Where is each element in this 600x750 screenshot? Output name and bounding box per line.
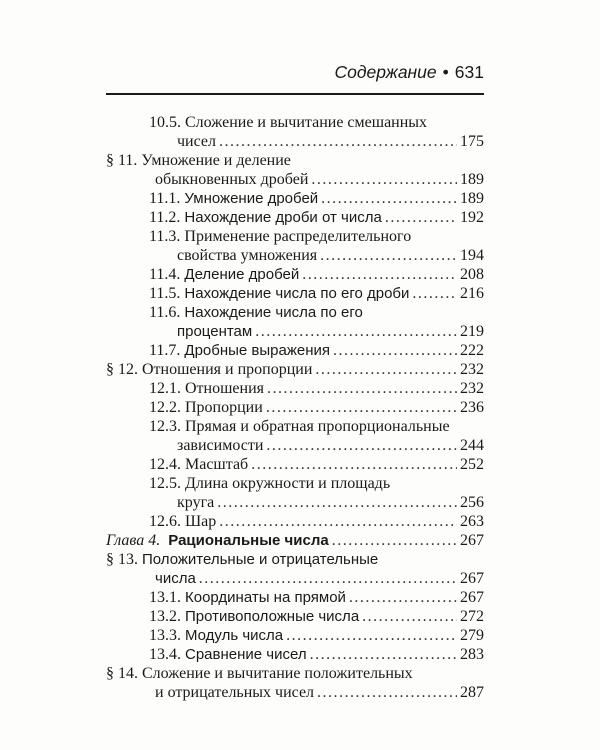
toc-entry-page-number: 287 bbox=[460, 684, 484, 701]
toc-entry-page-number: 232 bbox=[460, 361, 484, 378]
table-of-contents bbox=[106, 113, 484, 702]
dot-leader bbox=[286, 626, 457, 645]
toc-entry-12-5b bbox=[106, 493, 484, 512]
toc-entry-title: Прямая и обратная пропорциональные bbox=[185, 418, 450, 435]
toc-entry-title: Масштаб bbox=[185, 456, 249, 473]
running-header bbox=[106, 62, 484, 83]
toc-entry-page-number: 219 bbox=[460, 323, 484, 340]
toc-entry-number: 11.3. bbox=[149, 228, 181, 245]
dot-leader bbox=[310, 645, 457, 664]
dot-leader bbox=[349, 588, 457, 607]
toc-entry-12-1 bbox=[106, 379, 484, 398]
toc-entry-page-number: 267 bbox=[460, 570, 484, 587]
toc-entry-title: Отношения bbox=[185, 380, 265, 397]
toc-entry-number: 11.1. bbox=[149, 190, 181, 207]
toc-entry-12-6 bbox=[106, 512, 484, 531]
toc-entry-page-number: 236 bbox=[460, 399, 484, 416]
toc-entry-title: числа bbox=[155, 570, 196, 587]
toc-entry-11-1 bbox=[106, 189, 484, 208]
dot-leader bbox=[320, 246, 457, 265]
toc-entry-number: § 11. bbox=[106, 152, 138, 169]
toc-entry-page-number: 175 bbox=[460, 133, 484, 150]
toc-entry-11-6a bbox=[106, 303, 484, 322]
toc-entry-11-5 bbox=[106, 284, 484, 303]
dot-leader bbox=[219, 512, 457, 531]
dot-leader bbox=[199, 569, 457, 588]
dot-leader bbox=[362, 607, 457, 626]
toc-entry-11-3b bbox=[106, 246, 484, 265]
toc-entry-number: 13.2. bbox=[149, 608, 181, 625]
toc-entry-title: Нахождение числа по его дроби bbox=[184, 285, 410, 302]
toc-entry-title: Дробные выражения bbox=[184, 342, 331, 359]
toc-entry-page-number: 283 bbox=[460, 646, 484, 663]
toc-entry-number: 11.4. bbox=[149, 266, 181, 283]
toc-entry-title: Сложение и вычитание положительных bbox=[142, 665, 413, 682]
running-header-section: Содержание bbox=[334, 62, 437, 82]
toc-entry-page-number: 267 bbox=[460, 532, 484, 549]
toc-entry-title: Шар bbox=[185, 513, 217, 530]
dot-leader bbox=[311, 170, 457, 189]
toc-entry-title: Умножение дробей bbox=[184, 190, 319, 207]
header-rule bbox=[106, 93, 484, 95]
toc-entry-title: Противоположные числа bbox=[185, 608, 360, 625]
header-bullet: • bbox=[442, 62, 449, 82]
toc-entry-title: Пропорции bbox=[185, 399, 263, 416]
toc-entry-number: 12.1. bbox=[149, 380, 181, 397]
dot-leader bbox=[266, 436, 457, 455]
toc-entry-title: обыкновенных дробей bbox=[155, 171, 309, 188]
toc-entry-number: 12.2. bbox=[149, 399, 181, 416]
toc-entry-number: § 13. bbox=[106, 551, 138, 568]
toc-entry-title: зависимости bbox=[177, 437, 264, 454]
toc-entry-page-number: 208 bbox=[460, 266, 484, 283]
toc-entry-13a bbox=[106, 550, 484, 569]
dot-leader bbox=[333, 341, 457, 360]
toc-entry-page-number: 263 bbox=[460, 513, 484, 530]
toc-entry-14b bbox=[106, 683, 484, 702]
dot-leader bbox=[255, 322, 457, 341]
toc-entry-title: чисел bbox=[177, 133, 216, 150]
toc-entry-number: 11.2. bbox=[149, 209, 181, 226]
toc-entry-page-number: 222 bbox=[460, 342, 484, 359]
toc-entry-11a bbox=[106, 151, 484, 170]
toc-entry-title: Координаты на прямой bbox=[185, 589, 346, 606]
toc-entry-title: Нахождение числа по его bbox=[184, 304, 363, 321]
toc-entry-11-2 bbox=[106, 208, 484, 227]
dot-leader bbox=[217, 493, 457, 512]
running-header-page-number: 631 bbox=[454, 62, 484, 82]
toc-entry-number: Глава 4. bbox=[106, 532, 161, 549]
toc-entry-title: Сравнение чисел bbox=[185, 646, 307, 663]
toc-entry-page-number: 189 bbox=[460, 190, 484, 207]
toc-entry-13-2 bbox=[106, 607, 484, 626]
toc-entry-11-6b bbox=[106, 322, 484, 341]
dot-leader bbox=[412, 284, 457, 303]
toc-entry-title: и отрицательных чисел bbox=[155, 684, 315, 701]
toc-entry-title: Применение распределительного bbox=[184, 228, 412, 245]
toc-entry-13-4 bbox=[106, 645, 484, 664]
toc-entry-number: 12.5. bbox=[149, 475, 181, 492]
toc-entry-11-4 bbox=[106, 265, 484, 284]
toc-entry-title: Сложение и вычитание смешанных bbox=[185, 114, 428, 131]
toc-entry-12-3a bbox=[106, 417, 484, 436]
dot-leader bbox=[385, 208, 457, 227]
dot-leader bbox=[315, 360, 457, 379]
toc-entry-page-number: 244 bbox=[460, 437, 484, 454]
toc-entry-number: 10.5. bbox=[149, 114, 181, 131]
dot-leader bbox=[219, 132, 457, 151]
toc-entry-number: 11.5. bbox=[149, 285, 181, 302]
toc-entry-page-number: 192 bbox=[460, 209, 484, 226]
toc-entry-page-number: 267 bbox=[460, 589, 484, 606]
toc-entry-13b bbox=[106, 569, 484, 588]
toc-entry-number: 12.6. bbox=[149, 513, 181, 530]
toc-entry-11-7 bbox=[106, 341, 484, 360]
toc-entry-11-3a bbox=[106, 227, 484, 246]
toc-entry-title: Положительные и отрицательные bbox=[142, 551, 379, 568]
toc-entry-title: Деление дробей bbox=[184, 266, 300, 283]
toc-entry-12-3b bbox=[106, 436, 484, 455]
toc-entry-11b bbox=[106, 170, 484, 189]
toc-entry-title: Длина окружности и площадь bbox=[185, 475, 391, 492]
toc-entry-page-number: 194 bbox=[460, 247, 484, 264]
toc-entry-12 bbox=[106, 360, 484, 379]
toc-entry-number: 13.3. bbox=[149, 627, 181, 644]
dot-leader bbox=[266, 398, 457, 417]
toc-entry-12-2 bbox=[106, 398, 484, 417]
toc-entry-number: 12.3. bbox=[149, 418, 181, 435]
toc-entry-page-number: 232 bbox=[460, 380, 484, 397]
toc-entry-title: процентам bbox=[177, 323, 253, 340]
toc-entry-10-5a bbox=[106, 113, 484, 132]
toc-entry-page-number: 189 bbox=[460, 171, 484, 188]
toc-entry-page-number: 256 bbox=[460, 494, 484, 511]
toc-entry-number: 12.4. bbox=[149, 456, 181, 473]
toc-entry-10-5b bbox=[106, 132, 484, 151]
dot-leader bbox=[317, 683, 457, 702]
toc-entry-number: § 14. bbox=[106, 665, 138, 682]
dot-leader bbox=[267, 379, 457, 398]
toc-entry-title: свойства умножения bbox=[177, 247, 318, 264]
toc-entry-title: Умножение и деление bbox=[141, 152, 291, 169]
dot-leader bbox=[251, 455, 457, 474]
toc-entry-13-3 bbox=[106, 626, 484, 645]
toc-entry-ch4 bbox=[106, 531, 484, 550]
toc-entry-title: Нахождение дроби от числа bbox=[184, 209, 382, 226]
toc-entry-14a bbox=[106, 664, 484, 683]
toc-entry-number: § 12. bbox=[106, 361, 138, 378]
toc-entry-12-4 bbox=[106, 455, 484, 474]
toc-entry-number: 13.1. bbox=[149, 589, 181, 606]
toc-entry-12-5a bbox=[106, 474, 484, 493]
dot-leader bbox=[332, 531, 457, 550]
toc-entry-page-number: 272 bbox=[460, 608, 484, 625]
toc-entry-title: круга bbox=[177, 494, 215, 511]
toc-entry-number: 13.4. bbox=[149, 646, 181, 663]
dot-leader bbox=[302, 265, 457, 284]
toc-entry-number: 11.7. bbox=[149, 342, 181, 359]
toc-entry-title: Отношения и пропорции bbox=[142, 361, 313, 378]
toc-entry-number: 11.6. bbox=[149, 304, 181, 321]
toc-entry-page-number: 252 bbox=[460, 456, 484, 473]
toc-entry-13-1 bbox=[106, 588, 484, 607]
toc-entry-page-number: 279 bbox=[460, 627, 484, 644]
toc-entry-title: Модуль числа bbox=[185, 627, 284, 644]
toc-entry-page-number: 216 bbox=[460, 285, 484, 302]
toc-entry-title: Рациональные числа bbox=[168, 532, 329, 549]
dot-leader bbox=[321, 189, 457, 208]
